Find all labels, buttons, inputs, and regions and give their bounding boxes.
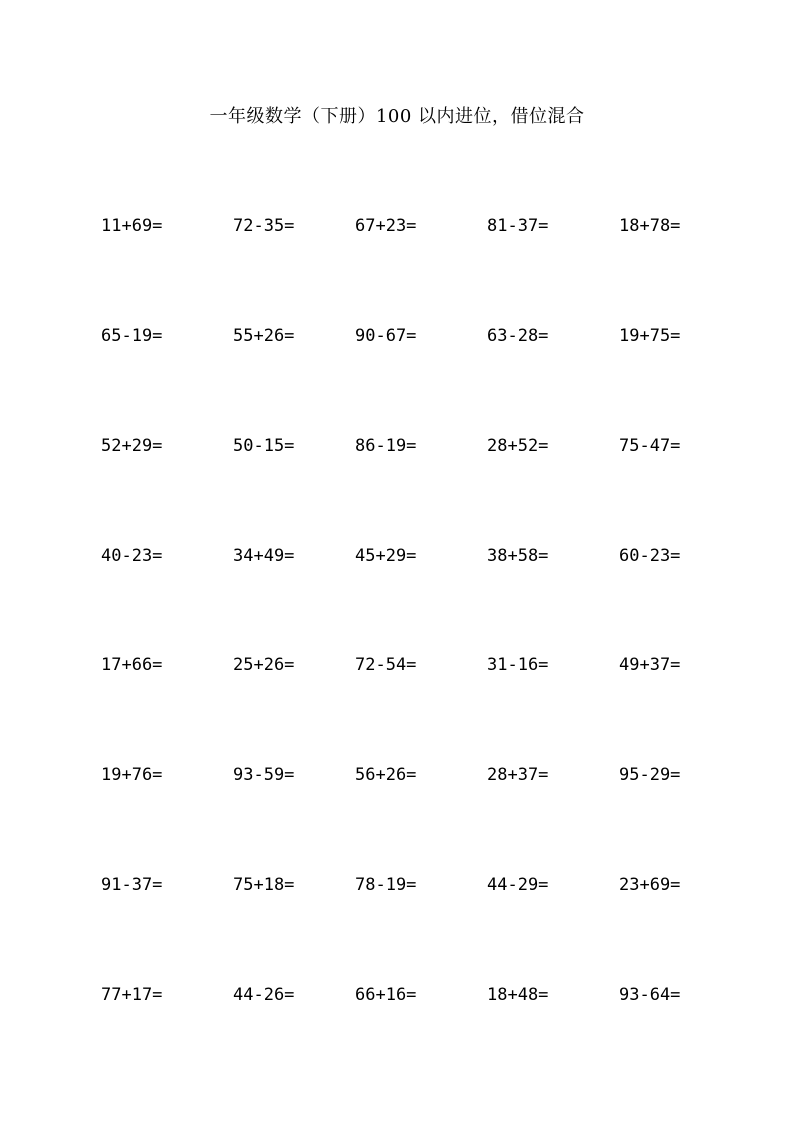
problem: 75+18= bbox=[233, 875, 295, 895]
problem: 34+49= bbox=[233, 546, 295, 566]
problem: 66+16= bbox=[355, 985, 417, 1005]
problem: 81-37= bbox=[487, 216, 549, 236]
problem: 72-54= bbox=[355, 655, 417, 675]
problem-row-1 bbox=[0, 214, 794, 238]
problem-row-6 bbox=[0, 763, 794, 787]
problem: 55+26= bbox=[233, 326, 295, 346]
problem: 23+69= bbox=[619, 875, 681, 895]
problem: 44-29= bbox=[487, 875, 549, 895]
problem: 93-64= bbox=[619, 985, 681, 1005]
problem: 93-59= bbox=[233, 765, 295, 785]
problem: 90-67= bbox=[355, 326, 417, 346]
problem: 65-19= bbox=[101, 326, 163, 346]
problem: 38+58= bbox=[487, 546, 549, 566]
page-title: 一年级数学（下册）100 以内进位，借位混合 bbox=[209, 106, 585, 127]
problem: 77+17= bbox=[101, 985, 163, 1005]
problem: 78-19= bbox=[355, 875, 417, 895]
problem: 49+37= bbox=[619, 655, 681, 675]
problem-row-3 bbox=[0, 434, 794, 458]
problem: 60-23= bbox=[619, 546, 681, 566]
problem: 56+26= bbox=[355, 765, 417, 785]
problem: 28+52= bbox=[487, 436, 549, 456]
problem-row-4 bbox=[0, 544, 794, 568]
problem: 19+75= bbox=[619, 326, 681, 346]
problem-row-8 bbox=[0, 983, 794, 1007]
problem: 17+66= bbox=[101, 655, 163, 675]
problem: 11+69= bbox=[101, 216, 163, 236]
problem-row-7 bbox=[0, 873, 794, 897]
problem: 19+76= bbox=[101, 765, 163, 785]
problem: 86-19= bbox=[355, 436, 417, 456]
problem-row-2 bbox=[0, 324, 794, 348]
problem: 72-35= bbox=[233, 216, 295, 236]
problem: 50-15= bbox=[233, 436, 295, 456]
problem: 52+29= bbox=[101, 436, 163, 456]
problem: 91-37= bbox=[101, 875, 163, 895]
problem: 18+48= bbox=[487, 985, 549, 1005]
problem: 18+78= bbox=[619, 216, 681, 236]
problem: 31-16= bbox=[487, 655, 549, 675]
problem-row-5 bbox=[0, 653, 794, 677]
problem: 44-26= bbox=[233, 985, 295, 1005]
problem: 95-29= bbox=[619, 765, 681, 785]
problem: 67+23= bbox=[355, 216, 417, 236]
problem: 40-23= bbox=[101, 546, 163, 566]
problem: 45+29= bbox=[355, 546, 417, 566]
problem: 75-47= bbox=[619, 436, 681, 456]
problem: 25+26= bbox=[233, 655, 295, 675]
problem: 28+37= bbox=[487, 765, 549, 785]
problem: 63-28= bbox=[487, 326, 549, 346]
